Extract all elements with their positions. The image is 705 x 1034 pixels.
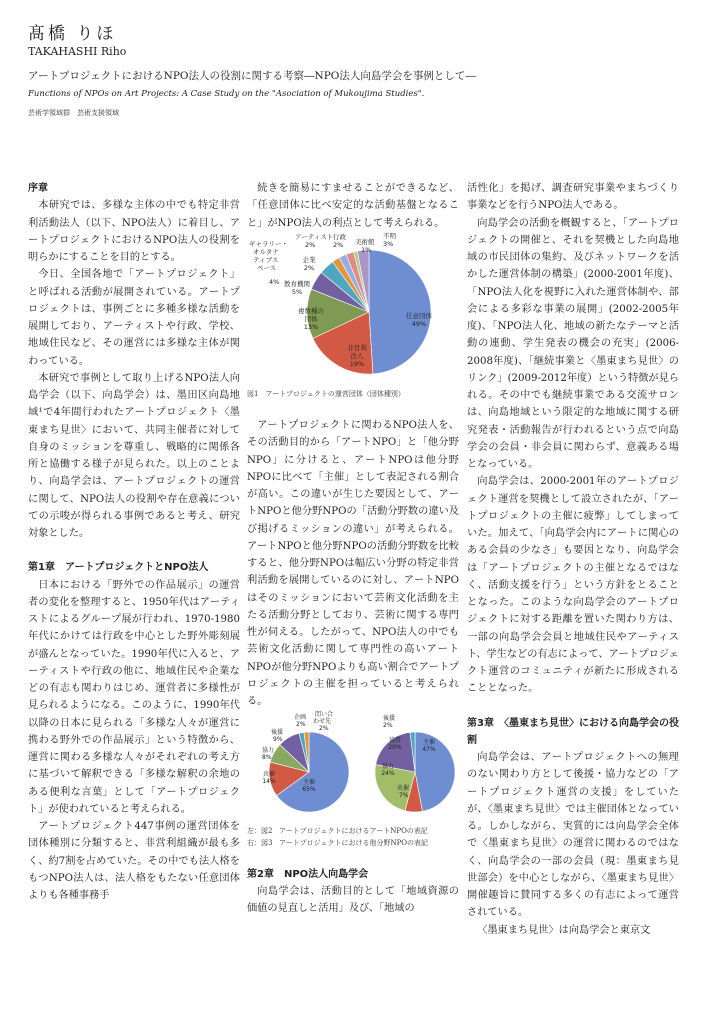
pie-label: 企画	[294, 714, 307, 722]
research-field: 芸術学領域群 芸術支援領域	[28, 109, 119, 117]
pie-value: 2%	[319, 725, 329, 733]
caption-label: 左：図2	[247, 826, 273, 835]
pie-label: 団体	[304, 314, 318, 323]
pie-label: 問い合	[315, 711, 334, 719]
paragraph: 本研究で事例として取り上げるNPO法人向島学会（以下、向島学会）は、墨田区向島地域¹で4年間行われたアートプロジェクト〈墨東まち見世〉において、共同主催者に対して自身のミッションを尊重し、戦略的に関係各所と協働する様子が見られた。以上のことより、向島学会は、アートプロジェクトの運営に関して、NPO法人の役割や存在意義についての示唆が得られる事例であると考え、研究対象とした。	[28, 372, 240, 539]
pie-value: 7%	[399, 792, 409, 800]
pie-label: 法人	[350, 351, 364, 360]
paragraph: 日本における「野外での作品展示」の運営者の変化を整理すると、1950年代はアーティストによるグループ展が行われ、1970-1980年代にかけては行政を中心とした野外彫刻展が盛んとなっていた。1990年代に入ると、アーティストや行政の他に、地域住民や企業などの有志も関わりはじめ、運営者に多様性が見られるようになる。このように、1990年代以降の日本に見られる「多様な人々が運営に携わる野外での作品展示」という特徴から、運営に関わる多様な人々がそれぞれの考え方に基づいて解釈できる「多様な解釈の余地のある便利な言葉」として「アートプロジェクト」が使われていると考えられる。	[28, 579, 240, 815]
paragraph: 向島学会は、2000-2001年のアートプロジェクト運営を契機として設立されたが、「アートプロジェクトの主催に疲弊」してしまっていた。加えて、「向島学会内にアートに関心のある会員の少なさ」も要因となり、向島学会は「アートプロジェクトの主催となるではなく、活動支援を行う」という方針をとることとなった。このような向島学会のアートプロジェクトに対する距離を置いた関わり方は、一部の向島学会会員と地域住民やアーティスト、学生などの有志によって、アートプロジェクト運営のコミュニティが新たに形成されることとなった。	[467, 476, 679, 695]
pie-value: 8%	[262, 754, 272, 762]
author-name-jp: 髙橋 りほ	[28, 24, 117, 44]
pie-charts-fig2-fig3	[247, 710, 459, 818]
pie-label: わせ先	[313, 718, 332, 726]
pie-value: 19%	[349, 359, 365, 368]
section-heading-intro: 序章	[28, 183, 48, 194]
paragraph: 向島学会は、活動目的として「地域資源の価値の見直しと活用」及び、「地域の	[247, 885, 459, 914]
pie-value: 2%	[305, 240, 316, 249]
column-1	[28, 180, 240, 904]
pie-label: 後援	[271, 729, 284, 737]
paragraph: 本研究では、多様な主体の中でも特定非営利活動法人（以下、NPO法人）に着目し、アートプロジェクトにおけるNPO法人の役割を明らかにすることを目的とする。	[28, 200, 240, 263]
section-heading-chapter-3: 第3章 〈墨東まち見世〉における向島学会の役割	[467, 717, 679, 746]
pie-value: 3%	[383, 239, 394, 248]
figure-3-caption	[247, 837, 459, 849]
pie-label: 共催	[397, 785, 410, 793]
pie-label: オルタナ	[253, 247, 279, 256]
pie-value: 49%	[411, 319, 427, 328]
pie-label: 美術館	[355, 237, 375, 246]
paper-header	[28, 24, 677, 118]
pie-label: アーティスト	[295, 232, 334, 241]
pie-label: 主催	[422, 739, 436, 747]
pie-value: 20%	[388, 744, 402, 752]
pie-label: 複数種の	[298, 306, 324, 315]
pie-label: 行政	[333, 232, 346, 241]
pie-label: 企業	[302, 255, 316, 264]
pie-value: 2%	[296, 721, 306, 729]
figure-1-caption: 図1 アートプロジェクトの運営団体（団体種別）	[247, 390, 405, 398]
caption-text: アートプロジェクトにおけるアートNPOの表記	[279, 826, 428, 835]
pie-label: 協賛	[388, 737, 402, 745]
pie-value: 2%	[333, 240, 344, 249]
pie-label: 非営利	[347, 343, 367, 352]
paragraph: アートプロジェクト447事例の運営団体を団体種別に分類すると、非営利組織が最も多く、約7割を占めていた。その中でも法人格をもつNPO法人は、法人格をもたない任意団体よりも各種事務手	[28, 821, 240, 901]
column-2	[247, 180, 459, 917]
pie-value: 2%	[303, 263, 315, 272]
pie-label: 共催	[262, 771, 276, 779]
pie-value: 47%	[422, 746, 436, 754]
author-name-en: TAKAHASHI Riho	[28, 45, 127, 58]
pie-value: 1%	[361, 245, 372, 254]
pie-label: ペース	[257, 263, 277, 272]
pie-value: 2%	[383, 722, 393, 730]
pie-label: 任意団体	[406, 311, 432, 320]
paragraph: 〈墨東まち見世〉は向島学会と東京文	[477, 924, 651, 936]
pie-value: 65%	[302, 786, 316, 794]
paragraph: 向島学会は、アートプロジェクトへの無理のない関わり方として後援・協力などの「アートプロジェクト運営の支援」をしていたが、〈墨東まち見世〉では主催団体となっている。しかしながら、実質的には向島学会全体で〈墨東まち見世〉の運営に関わるのではなく、向島学会の一部の会員（現：墨東まち見世部会）を中心としながら、〈墨東まち見世〉開催趣旨に賛同する多くの有志によって運営されている。	[467, 752, 679, 919]
figure-1	[247, 232, 459, 400]
pie-value: 24%	[381, 770, 395, 778]
paragraph: 続きを簡易にすませることができるなど、「任意団体に比べ安定的な活動基盤となること」がNPO法人の利点として考えられる。	[247, 183, 459, 229]
caption-text: アートプロジェクトにおける他分野NPOの表記	[279, 838, 429, 847]
pie-label: 協力	[262, 747, 275, 755]
figure-2-3	[247, 710, 459, 848]
pie-chart-fig1	[247, 232, 459, 382]
pie-label: 後援	[383, 715, 396, 723]
caption-label: 右：図3	[247, 838, 273, 847]
pie-value: 4%	[269, 277, 280, 286]
figure-2-caption	[247, 825, 459, 837]
pie-label: ギャラリー・	[249, 239, 288, 248]
section-heading-chapter-1: 第1章 アートプロジェクトとNPO法人	[28, 562, 209, 574]
paper-title-en: Functions of NPOs on Art Projects: A Case Study on the "Asociation of Mukoujima Studies".	[28, 89, 425, 99]
pie-label: 教育機関	[284, 279, 310, 288]
pie-label: ティブス	[253, 255, 279, 264]
section-heading-chapter-2: 第2章 NPO法人向島学会	[247, 868, 369, 880]
pie-value: 9%	[273, 736, 283, 744]
pie-label: 主催	[302, 779, 316, 787]
column-3	[467, 180, 679, 939]
pie-label: 協力	[381, 763, 395, 771]
paragraph: アートプロジェクトに関わるNPO法人を、その活動目的から「アートNPO」と「他分野NPO」に分けると、アートNPOは他分野NPOに比べて「主催」として表記される割合が高い。この違いが生じた要因として、アートNPOと他分野NPOの「活動分野数の違い及び掲げるミッションの違い」が考えられる。アートNPOと他分野NPOの活動分野数を比較すると、他分野NPOは幅広い分野の特定非営利活動を展開しているのに対し、アートNPOはそのミッションにおいて芸術文化活動を主たる活動分野としており、芸術に関する専門性が伺える。したがって、NPO法人の中でも芸術文化活動に関して専門性の高いアートNPOが他分野NPOよりも高い割合でアートプロジェクトの主催を担っていると考えられる。	[247, 420, 459, 707]
pie-value: 13%	[303, 322, 319, 331]
paragraph: 活性化」を掲げ、調査研究事業やまちづくり事業などを行うNPO法人である。	[467, 183, 679, 212]
pie-value: 5%	[291, 287, 303, 296]
pie-value: 14%	[262, 778, 276, 786]
pie-label: 不明	[383, 231, 396, 240]
paragraph: 今日、全国各地で「アートプロジェクト」と呼ばれる活動が展開されている。アートプロジェクトは、事例ごとに多種多様な活動を展開しており、アーティストや行政、学校、地域住民など、その運営には多様な主体が関わっている。	[28, 269, 240, 367]
paper-title-jp: アートプロジェクトにおけるNPO法人の役割に関する考察―NPO法人向島学会を事例として―	[28, 70, 476, 82]
paragraph: 向島学会の活動を概観すると、「アートプロジェクトの開催と、それを契機とした向島地域の市民団体の集約、及びネットワークを活かした運営体制の構築」(2000-2001年度)、「NPO法人化を視野に入れた運営体制や、部会による多彩な事業の展開」(2002-2005年度)、「NPO法人化、地域の新たなテーマと活動の連動、学生発表の機会の充実」(2006-2008年度)、「継続事業と〈墨東まち見世〉のリンク」(2009-2012年度）という特徴が見られる。その中でも継続事業である交流サロンは、向島地域という限定的な地域に関する研究発表・活動報告が行われるという点で向島学会の会員・非会員に関わらず、意義ある場となっている。	[467, 217, 679, 470]
